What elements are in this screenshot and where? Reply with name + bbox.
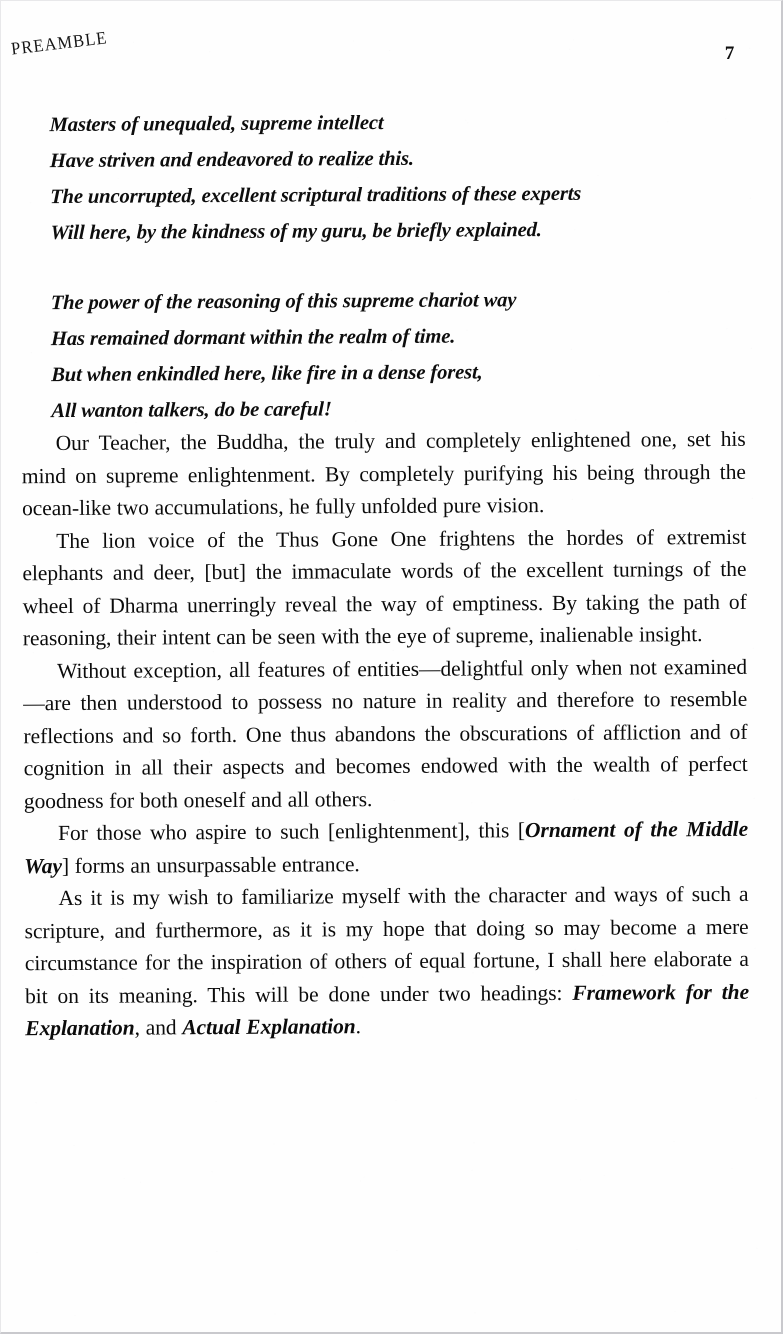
paragraph: Without exception, all features of entities—delightful only when not examined—are then understood to possess no nature in reality and therefore to resemble reflections and so forth. One thus abandons the obscurations of affliction and of cognition in all their aspects and becomes endowed with the wealth of perfect goodness for both oneself and all others.: [23, 654, 748, 813]
paragraph: [24, 813, 748, 882]
stanza-one: [50, 103, 711, 251]
verse-block: [50, 103, 712, 429]
paragraph-text: .: [355, 1014, 362, 1039]
verse-line: Have striven and endeavored to realize this.: [49, 147, 415, 173]
paragraph: [24, 878, 749, 1045]
paragraph: Our Teacher, the Buddha, the truly and completely enlightened one, set his mind on supreme enlightenment. By completely purifying his being through the ocean-like two accumulations, he fully unfolded pure vision.: [21, 426, 746, 521]
paragraph-text: For those who aspire to such [enlightenment], this [: [57, 818, 526, 846]
page-number: 7: [724, 42, 735, 64]
running-head: [10, 28, 109, 59]
verse-line: The power of the reasoning of this supreme chariot way: [50, 289, 517, 315]
work-title-ornament-of-the-middle-way: Ornament of the Middle Way: [24, 816, 749, 878]
running-head-label: PREAMBLE: [9, 27, 109, 59]
verse-line: Masters of unequaled, supreme intellect: [49, 112, 384, 137]
heading-actual-explanation: Actual Explanation: [182, 1014, 356, 1040]
paragraph-text: ] forms an unsurpassable entrance.: [61, 851, 360, 878]
body-text-block: [22, 423, 750, 1045]
verse-line: Will here, by the kindness of my guru, be briefly explained.: [50, 219, 543, 245]
verse-line: Has remained dormant within the realm of time.: [50, 325, 456, 351]
verse-line: The uncorrupted, excellent scriptural traditions of these experts: [49, 182, 582, 209]
paragraph: The lion voice of the Thus Gone One frightens the hordes of extremist elephants and deer, [but] the immaculate words of the excellent turnings of the wheel of Dharma unerringly reveal the way of emptiness. By taking the path of reasoning, their intent can be seen with the eye of supreme, inalienable insight.: [22, 524, 747, 651]
verse-line: All wanton talkers, do be careful!: [51, 398, 332, 423]
paragraph-text: As it is my wish to familiarize myself with the character and ways of such a scripture, and furthermore, as it is my hope that doing so may become a mere circumstance for the inspiration of others of equal fortune, I shall here elaborate a bit on its meaning. This will be done under two headings:: [24, 881, 749, 1008]
heading-framework-for-the-explanation: Framework for the Explanation: [25, 979, 750, 1041]
paragraph-text: , and: [134, 1015, 183, 1040]
verse-line: But when enkindled here, like fire in a dense forest,: [50, 361, 484, 387]
stanza-two: [51, 281, 712, 429]
